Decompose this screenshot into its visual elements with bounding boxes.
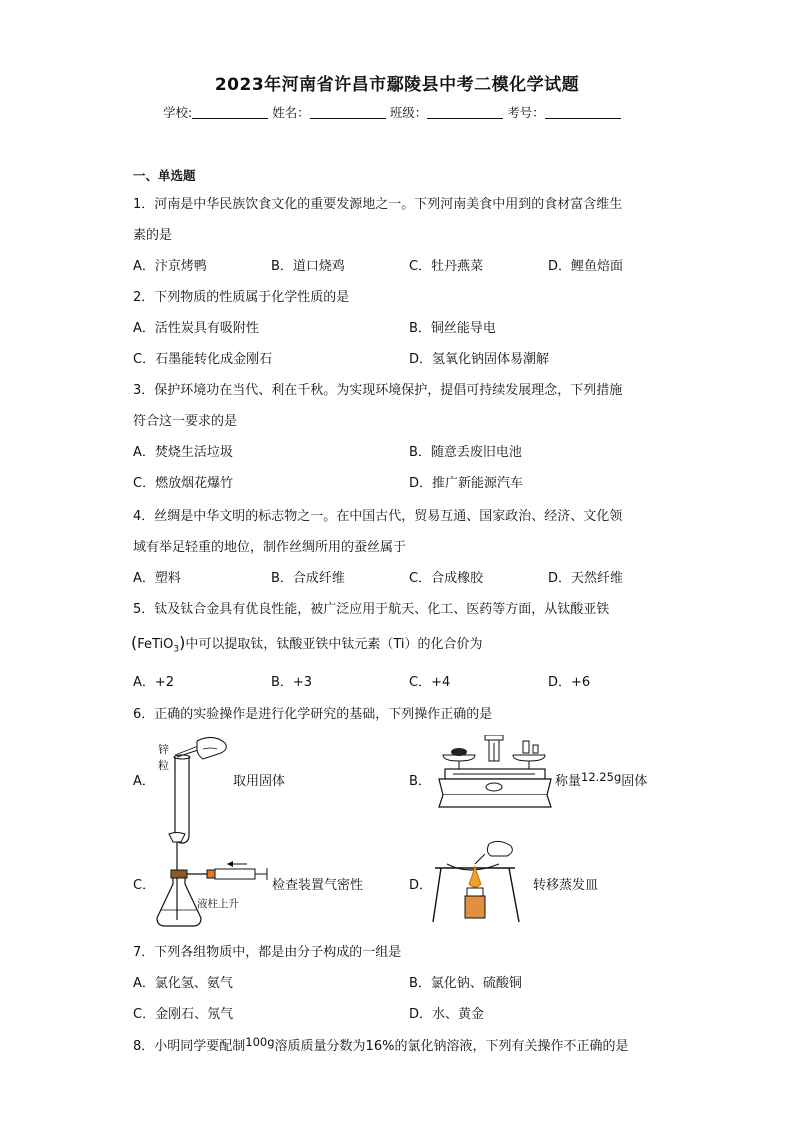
q7-option-b[interactable]: B．氯化钠、硫酸铜 <box>409 976 522 991</box>
q6-option-a-text: 取用固体 <box>233 774 286 789</box>
q1-option-c[interactable]: C．牡丹燕菜 <box>409 259 484 274</box>
q7-stem: 7．下列各组物质中，都是由分子构成的一组是 <box>133 945 402 960</box>
q2-stem: 2．下列物质的性质属于化学性质的是 <box>133 290 350 305</box>
q8-post: 的氯化钠溶液，下列有关操作不正确的是 <box>394 1039 629 1054</box>
flask-syringe-figure <box>155 832 275 928</box>
q6-option-c[interactable]: C． <box>133 878 156 893</box>
q6-b-value: 12.25g <box>581 770 622 784</box>
q6-b-text-pre: 称量 <box>555 774 582 789</box>
page-title: 2023年河南省许昌市鄢陵县中考二模化学试题 <box>214 75 580 95</box>
q4-option-d[interactable]: D．天然纤维 <box>548 571 624 586</box>
q7-option-c[interactable]: C．金刚石、氖气 <box>133 1007 234 1022</box>
q7-option-d[interactable]: D．水、黄金 <box>409 1007 485 1022</box>
formula-subscript: 3 <box>173 644 180 655</box>
class-blank[interactable] <box>427 105 503 119</box>
q5-stem-line2 <box>131 633 483 655</box>
q7-option-a[interactable]: A．氯化氢、氨气 <box>133 976 233 991</box>
q5-stem-line1: 5．钛及钛合金具有优良性能，被广泛应用于航天、化工、医药等方面，从钛酸亚铁 <box>133 602 610 617</box>
q3-stem-line2: 符合这一要求的是 <box>133 414 238 429</box>
number-blank[interactable] <box>545 105 621 119</box>
q5-option-b[interactable]: B．+3 <box>271 675 313 690</box>
q5-option-c[interactable]: C．+4 <box>409 675 451 690</box>
q6-option-a[interactable]: A． <box>133 774 155 789</box>
q4-stem-line1: 4．丝绸是中华文明的标志物之一。在中国古代，贸易互通、国家政治、经济、文化领 <box>133 509 623 524</box>
q8-value: 100g <box>245 1035 275 1049</box>
q2-option-a[interactable]: A．活性炭具有吸附性 <box>133 321 259 336</box>
section-heading: 一、单选题 <box>133 168 196 183</box>
q2-option-b[interactable]: B．铜丝能导电 <box>409 321 496 336</box>
q5-option-a[interactable]: A．+2 <box>133 675 175 690</box>
name-label: 姓名： <box>272 105 310 120</box>
q4-option-c[interactable]: C．合成橡胶 <box>409 571 484 586</box>
fig-label-zinc-1: 锌 <box>158 743 169 756</box>
q3-stem-line1: 3．保护环境功在当代、利在千秋。为实现环境保护，提倡可持续发展理念，下列措施 <box>133 383 623 398</box>
q3-option-a[interactable]: A．焚烧生活垃圾 <box>133 445 233 460</box>
q6-option-b-text <box>555 770 647 789</box>
q5-option-d[interactable]: D．+6 <box>548 675 591 690</box>
q6-option-c-text: 检查装置气密性 <box>272 878 364 893</box>
formula-main: FeTiO <box>137 637 174 652</box>
q6-option-b[interactable]: B． <box>409 774 431 789</box>
q3-option-c[interactable]: C．燃放烟花爆竹 <box>133 476 234 491</box>
q1-stem-line1: 1．河南是中华民族饮食文化的重要发源地之一。下列河南美食中用到的食材富含维生 <box>133 197 623 212</box>
test-tube-zinc-figure <box>155 735 235 845</box>
student-info-line <box>163 103 621 121</box>
q1-option-b[interactable]: B．道口烧鸡 <box>271 259 345 274</box>
name-blank[interactable] <box>310 105 386 119</box>
q8-mid: 溶质质量分数为 <box>274 1039 366 1054</box>
q8-stem <box>133 1035 628 1054</box>
q6-option-d-text: 转移蒸发皿 <box>533 878 599 893</box>
q5-stem-rest: 中可以提取钛，钛酸亚铁中钛元素（Ti）的化合价为 <box>185 637 483 652</box>
school-label: 学校: <box>163 105 193 120</box>
q2-option-c[interactable]: C．石墨能转化成金刚石 <box>133 352 273 367</box>
q4-option-b[interactable]: B．合成纤维 <box>271 571 345 586</box>
evaporating-dish-figure <box>429 836 529 926</box>
q8-percent: 16% <box>365 1039 395 1054</box>
q6-b-text-post: 固体 <box>621 774 648 789</box>
q3-option-d[interactable]: D．推广新能源汽车 <box>409 476 524 491</box>
fig-label-liquid-rise: 液柱上升 <box>197 898 239 910</box>
q1-option-a[interactable]: A．汴京烤鸭 <box>133 259 207 274</box>
class-label: 班级： <box>389 105 428 120</box>
q1-stem-line2: 素的是 <box>133 228 173 243</box>
q4-stem-line2: 域有举足轻重的地位，制作丝绸所用的蚕丝属于 <box>133 540 407 555</box>
q6-option-d[interactable]: D． <box>409 878 433 893</box>
q2-option-d[interactable]: D．氢氧化钠固体易潮解 <box>409 352 550 367</box>
balance-scale-figure <box>435 735 555 815</box>
q1-option-d[interactable]: D．鲤鱼焙面 <box>548 259 624 274</box>
number-label: 考号： <box>507 105 545 120</box>
q3-option-b[interactable]: B．随意丢废旧电池 <box>409 445 522 460</box>
q6-stem: 6．正确的实验操作是进行化学研究的基础，下列操作正确的是 <box>133 707 493 722</box>
formula-paren-open: ( <box>131 633 138 652</box>
q4-option-a[interactable]: A．塑料 <box>133 571 181 586</box>
formula-paren-close: ) <box>179 633 186 652</box>
school-blank[interactable] <box>192 105 268 119</box>
fig-label-zinc-2: 粒 <box>158 759 169 772</box>
q8-pre: 8．小明同学要配制 <box>133 1039 246 1054</box>
